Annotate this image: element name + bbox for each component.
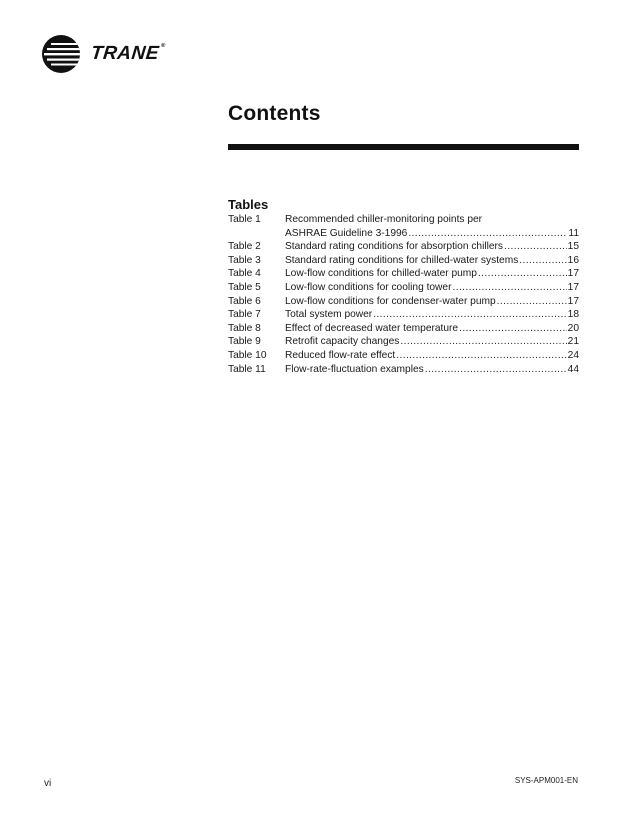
toc-entry-label: Table 1 [228,214,261,225]
footer-document-id: SYS-APM001-EN [514,776,578,785]
toc-entry[interactable] [228,254,579,268]
toc-entry-line [285,281,579,295]
toc-dot-leader [452,281,566,295]
toc-entry-page: 20 [567,322,579,334]
trane-globe-icon [41,34,81,74]
toc-entry-label: Table 4 [228,268,261,280]
toc-entry-body [285,363,579,377]
toc-dot-leader [396,349,566,363]
toc-entry-page: 44 [567,363,579,375]
toc-entry-line [285,267,579,281]
toc-dot-leader [478,267,567,281]
toc-entry-title: ASHRAE Guideline 3-1996 [285,227,408,239]
toc-entry-body [285,281,579,295]
toc-entry[interactable] [228,363,579,377]
toc-entry-body [285,254,579,268]
footer-page-number: vi [44,778,52,789]
toc-entry-label: Table 10 [228,349,267,361]
toc-entry[interactable] [228,335,579,349]
toc-entry[interactable] [228,213,579,240]
section-heading: Tables [228,197,269,212]
toc-entry[interactable] [228,308,579,322]
brand-wordmark: TRANE® [89,43,167,64]
toc-entry[interactable] [228,295,579,309]
toc-entry-title: Recommended chiller-monitoring points per [285,214,483,225]
toc-dot-leader [373,308,566,322]
toc-entry-page: 17 [567,281,579,293]
toc-entry-label: Table 6 [228,295,261,307]
toc-entry-body [285,267,579,281]
toc-entry-line [285,308,579,322]
toc-entry-page: 16 [567,254,579,266]
toc-entry-label: Table 7 [228,309,261,321]
toc-entry-page: 24 [567,349,579,361]
toc-entry-body [285,322,579,336]
toc-entry-label: Table 3 [228,254,261,266]
toc-entry-title: Standard rating conditions for absorption chillers [285,241,504,253]
toc-dot-leader [497,295,567,309]
toc-entry-line [285,295,579,309]
toc-entry-page: 21 [567,336,579,348]
title-rule [228,144,579,150]
toc-entry-label: Table 2 [228,241,261,253]
toc-entry-title: Effect of decreased water temperature [285,322,459,334]
toc-entry-line [285,363,579,377]
toc-entry-title: Reduced flow-rate effect [285,349,396,361]
toc-entry-page: 17 [567,268,579,280]
toc-entry-label: Table 8 [228,322,261,334]
toc-dot-leader [459,322,567,336]
toc-entry-line [285,240,579,254]
toc-entry-page: 17 [567,295,579,307]
toc-entry-title: Low-flow conditions for cooling tower [285,281,452,293]
toc-entry-title: Low-flow conditions for chilled-water pump [285,268,477,280]
toc-entry[interactable] [228,322,579,336]
toc-dot-leader [425,363,567,377]
toc-entry-label: Table 5 [228,281,261,293]
toc-entry-page: 15 [567,241,579,253]
toc-entry-body [285,349,579,363]
toc-entry-title: Total system power [285,309,373,321]
toc-entry-line [285,227,579,241]
toc-entry-body [285,240,579,254]
toc-entry-line [285,213,579,227]
toc-entry-body [285,295,579,309]
trane-logo [41,33,165,75]
toc-entry-body [285,213,579,240]
toc-entry[interactable] [228,349,579,363]
page-title: Contents [228,102,321,125]
toc-entry-page: 11 [568,227,579,239]
toc-entry-line [285,254,579,268]
toc-entry-title: Standard rating conditions for chilled-water systems [285,254,519,266]
toc-entry-line [285,322,579,336]
toc-entry-label: Table 11 [228,363,266,375]
toc-entry[interactable] [228,240,579,254]
table-of-contents [228,213,579,376]
toc-entry[interactable] [228,281,579,295]
toc-dot-leader [400,335,566,349]
toc-entry[interactable] [228,267,579,281]
toc-dot-leader [408,227,567,241]
toc-entry-body [285,335,579,349]
toc-entry-line [285,349,579,363]
toc-dot-leader [504,240,567,254]
toc-entry-label: Table 9 [228,336,261,348]
toc-entry-line [285,335,579,349]
toc-entry-body [285,308,579,322]
toc-entry-page: 18 [567,309,579,321]
toc-dot-leader [519,254,566,268]
toc-entry-title: Low-flow conditions for condenser-water pump [285,295,496,307]
toc-entry-title: Flow-rate-fluctuation examples [285,363,424,375]
toc-entry-title: Retrofit capacity changes [285,336,400,348]
